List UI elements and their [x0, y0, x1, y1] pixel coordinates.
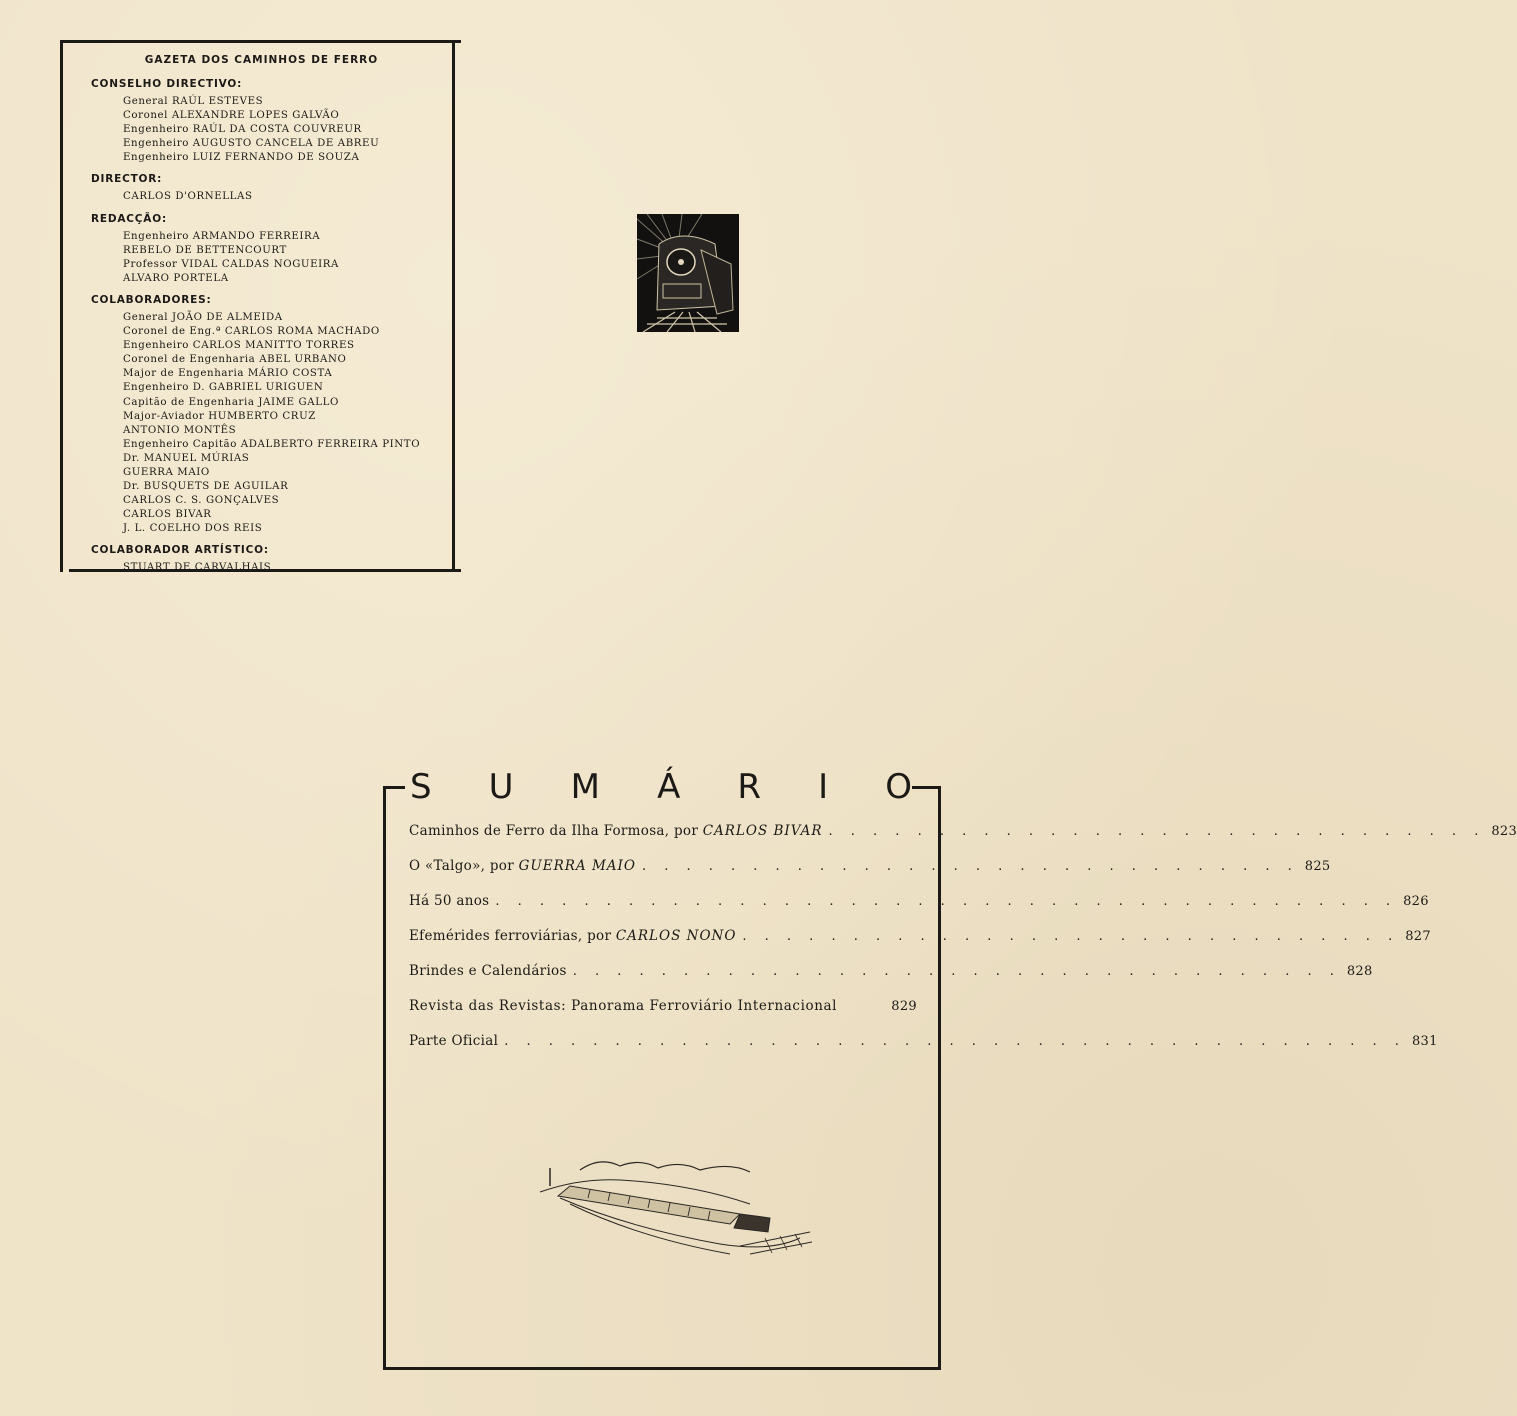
staff-entry: Engenheiro CARLOS MANITTO TORRES [123, 340, 355, 352]
staff-entry: Major de Engenharia MÁRIO COSTA [123, 368, 333, 380]
staff-entry: Capitão de Engenharia JAIME GALLO [123, 396, 339, 408]
staff-entry: Engenheiro ARMANDO FERREIRA [123, 230, 321, 242]
staff-entry: General RAÚL ESTEVES [123, 96, 264, 107]
leader-dots: . . . . . . . . . . . . . . . . . . . . . . . . . . . . . . [641, 859, 1299, 874]
toc-entry[interactable] [409, 858, 1331, 893]
leader-dots: . . . . . . . . . . . . . . . . . . . . . . . . . . . . . . . . . . . . . . . . . [495, 894, 1398, 909]
toc-entry[interactable] [409, 1033, 1438, 1068]
leader-dots: . . . . . . . . . . . . . . . . . . . . . . . . . . . . . . [828, 824, 1486, 839]
toc-author: GUERRA MAIO [518, 858, 636, 874]
staff-entry: CARLOS D'ORNELLAS [123, 191, 253, 203]
toc-page-number: 823 [1491, 824, 1517, 839]
toc-page-number: 827 [1405, 929, 1431, 944]
leader-dots: . . . . . . . . . . . . . . . . . . . . . . . . . . . . . . . . . . . . . . . . . [504, 1034, 1406, 1049]
toc-page-number: 831 [1411, 1034, 1438, 1049]
staff-entry: GUERRA MAIO [123, 466, 210, 478]
staff-entry: CARLOS BIVAR [123, 509, 212, 521]
staff-entry: Dr. MANUEL MÚRIAS [123, 452, 250, 464]
staff-entry: Engenheiro D. GABRIEL URIGUEN [123, 382, 324, 394]
toc-title: Parte Oficial [409, 1033, 499, 1049]
sumario-title [410, 766, 912, 808]
toc-entry[interactable] [409, 963, 1373, 998]
masthead-title: GAZETA DOS CAMINHOS DE FERRO [144, 54, 379, 66]
section-redaccao [91, 213, 442, 286]
table-of-contents [409, 823, 1517, 1068]
staff-entry: Major-Aviador HUMBERTO CRUZ [123, 410, 316, 422]
toc-page-number: 828 [1346, 964, 1373, 979]
toc-title: Revista das Revistas: Panorama Ferroviário Internacional [409, 998, 838, 1014]
toc-title: Há 50 anos [409, 893, 490, 909]
staff-entry: Engenheiro AUGUSTO CANCELA DE ABREU [123, 138, 380, 150]
toc-page-number: 829 [891, 999, 917, 1014]
staff-entry: Coronel ALEXANDRE LOPES GALVÃO [123, 110, 340, 122]
staff-entry: ANTONIO MONTÊS [123, 424, 237, 436]
staff-entry: REBELO DE BETTENCOURT [123, 244, 287, 256]
staff-entry: CARLOS C. S. GONÇALVES [123, 495, 280, 507]
staff-entry: STUART DE CARVALHAIS [123, 562, 272, 574]
section-heading: COLABORADOR ARTÍSTICO: [91, 544, 269, 557]
toc-entry[interactable] [409, 928, 1431, 963]
title-letter: O [885, 767, 912, 807]
title-letter: U [488, 767, 514, 807]
leader-dots: . . . . . . . . . . . . . . . . . . . . . . . . . . . . . . . . . . . [572, 964, 1341, 979]
title-letter: S [410, 767, 432, 807]
toc-entry[interactable] [409, 998, 917, 1033]
staff-entry: Engenheiro RAÚL DA COSTA COUVREUR [123, 124, 362, 136]
staff-entry: Coronel de Eng.ª CARLOS ROMA MACHADO [123, 326, 380, 338]
toc-page-number: 825 [1304, 859, 1331, 874]
title-letter: I [818, 767, 829, 807]
toc-title: Efemérides ferroviárias, por [409, 928, 616, 944]
toc-page-number: 826 [1403, 894, 1429, 909]
section-heading: REDACÇÃO: [91, 212, 167, 225]
toc-entry[interactable] [409, 823, 1517, 858]
section-conselho [91, 78, 442, 165]
section-director [91, 173, 442, 204]
leader-dots: . . . . . . . . . . . . . . . . . . . . . . . . . . . . . . [742, 929, 1400, 944]
title-letter: Á [657, 767, 681, 807]
staff-entry: Engenheiro Capitão ADALBERTO FERREIRA PINTO [123, 438, 421, 450]
staff-entry: Professor VIDAL CALDAS NOGUEIRA [123, 258, 340, 270]
staff-entry: J. L. COELHO DOS REIS [123, 523, 263, 535]
toc-entry[interactable] [409, 893, 1429, 928]
staff-entry: General JOÃO DE ALMEIDA [123, 311, 283, 323]
toc-author: CARLOS BIVAR [702, 823, 823, 839]
staff-entry: Dr. BUSQUETS DE AGUILAR [123, 481, 289, 493]
toc-title: O «Talgo», por [409, 858, 519, 874]
title-letter: R [737, 767, 762, 807]
section-colaboradores [91, 294, 442, 537]
title-letter: M [570, 767, 600, 807]
locomotive-engraving-image [637, 214, 739, 332]
section-heading: COLABORADORES: [91, 293, 212, 306]
section-heading: CONSELHO DIRECTIVO: [91, 78, 243, 90]
staff-list [91, 54, 442, 584]
staff-box [60, 40, 455, 572]
staff-entry: Engenheiro LUIZ FERNANDO DE SOUZA [123, 152, 360, 164]
toc-author: CARLOS NONO [615, 928, 737, 944]
section-heading: DIRECTOR: [91, 173, 163, 186]
train-sketch-image [540, 1158, 815, 1263]
staff-entry: ALVARO PORTELA [123, 272, 229, 284]
toc-title: Brindes e Calendários [409, 963, 567, 979]
section-colaborador-artistico [91, 544, 442, 575]
staff-entry: Coronel de Engenharia ABEL URBANO [123, 354, 347, 366]
toc-title: Caminhos de Ferro da Ilha Formosa, por [409, 823, 703, 839]
